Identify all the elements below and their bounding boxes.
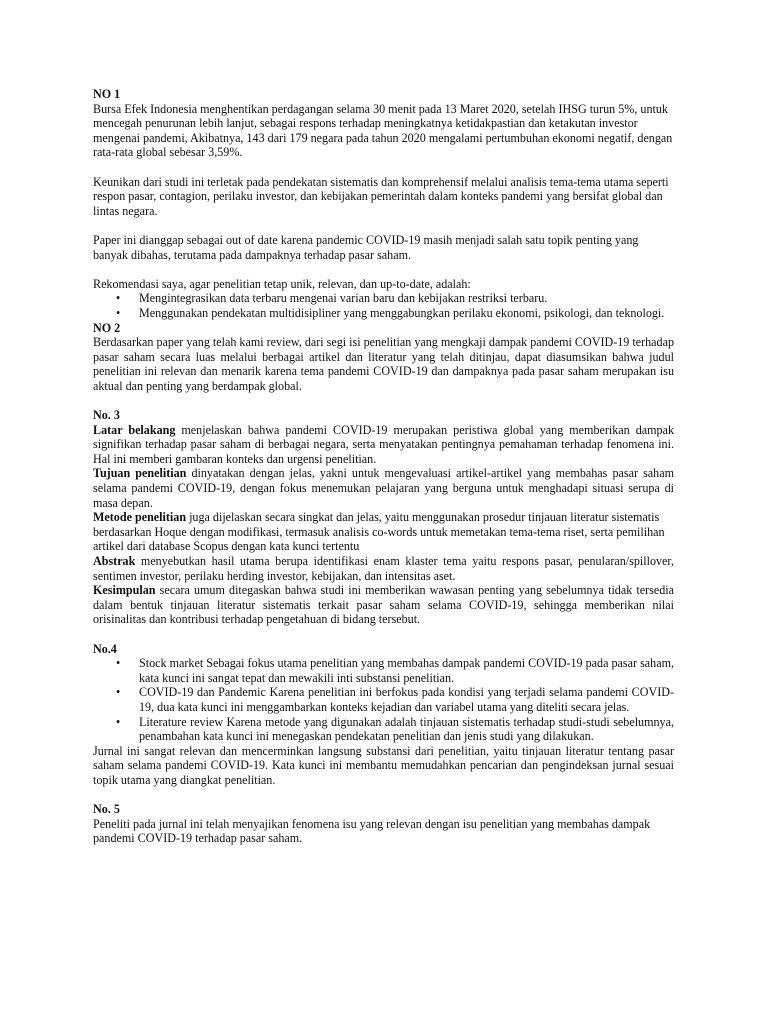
no3-latar-belakang — [93, 423, 674, 467]
spacer — [93, 160, 674, 175]
no2-paragraph-1: Berdasarkan paper yang telah kami review, dari segi isi penelitian yang mengkaji dampak pandemi COVID-19 terhadap pasar saham secara luas melalui berbagai artikel dan literatur yang telah ditinjau, dapat diasumsikan bahwa judul penelitian ini relevan dan menarik karena tema pandemi COVID-19 dan dampaknya pada pasar saham merupakan isu aktual dan penting yang berdampak global. — [93, 335, 674, 393]
list-item — [93, 291, 674, 306]
term-text: menyebutkan hasil utama berupa identifikasi enam klaster tema yaitu respons pasar, penularan/spillover, sentimen investor, perilaku herding investor, kebijakan, dan intensitas aset. — [93, 554, 674, 583]
no1-paragraph-3: Paper ini dianggap sebagai out of date karena pandemic COVID-19 masih menjadi salah satu topik penting yang banyak dibahas, terutama pada dampaknya terhadap pasar saham. — [93, 232, 639, 262]
list-item-text: COVID-19 dan Pandemic Karena penelitian ini berfokus pada kondisi yang terjadi selama pandemi COVID-19, dua kata kunci ini menggambarkan konteks kejadian dan variabel utama yang diteliti secara jelas. — [139, 685, 674, 714]
no4-bullet-list — [93, 656, 674, 744]
section-heading-no2: NO 2 — [93, 320, 121, 335]
bullet-icon: • — [116, 305, 121, 320]
section-heading-no1: NO 1 — [93, 87, 121, 101]
term-label: Kesimpulan — [93, 583, 156, 598]
list-item — [93, 656, 674, 685]
term-text: secara umum ditegaskan bahwa studi ini memberikan wawasan penting yang sebelumnya tidak tersedia dalam bentuk tinjauan literatur sistematis terkait pasar saham selama COVID-19, sehingga memberikan nilai orisinalitas dan kontribusi terhadap pengetahuan di bidang tersebut. — [93, 583, 674, 627]
spacer — [93, 627, 674, 642]
bullet-icon: • — [116, 685, 121, 700]
term-text: dinyatakan dengan jelas, yakni untuk mengevaluasi artikel-artikel yang membahas pasar saham selama pandemi COVID-19, dengan fokus menemukan pelajaran yang berguna untuk menghadapi situasi serupa di masa depan. — [93, 466, 674, 510]
term-label: Tujuan penelitian — [93, 466, 187, 481]
spacer — [93, 788, 674, 803]
no1-paragraph-2: Keunikan dari studi ini terletak pada pendekatan sistematis dan komprehensif melalui analisis tema-tema utama seperti respon pasar, contagion, perilaku investor, dan kebijakan pemerintah dalam konteks pandemi yang bersifat global dan lintas negara. — [93, 174, 669, 218]
spacer — [93, 262, 674, 277]
no5-paragraph-1: Peneliti pada jurnal ini telah menyajikan fenomena isu yang relevan dengan isu penelitian yang membahas dampak pandemi COVID-19 terhadap pasar saham. — [93, 816, 651, 846]
list-item-text: Stock market Sebagai fokus utama penelitian yang membahas dampak pandemi COVID-19 pada pasar saham, kata kunci ini sangat tepat dan mewakili inti substansi penelitian. — [139, 656, 674, 685]
no3-kesimpulan — [93, 583, 674, 627]
section-heading-no3: No. 3 — [93, 408, 120, 423]
section-heading-no4: No.4 — [93, 641, 117, 656]
no3-abstrak — [93, 554, 674, 583]
list-item-text: Literature review Karena metode yang digunakan adalah tinjauan sistematis terhadap studi-studi sebelumnya, penambahan kata kunci ini menegaskan pendekatan penelitian dan jenis studi yang dilakukan. — [139, 714, 674, 744]
term-label: Metode penelitian — [93, 510, 187, 525]
term-text: menjelaskan bahwa pandemi COVID-19 merupakan peristiwa global yang memberikan dampak signifikan terhadap pasar saham di berbagai negara, serta menyatakan pentingnya pemahaman terhadap fenomena ini. Hal ini memberi gambaran konteks dan urgensi penelitian. — [93, 422, 674, 466]
term-label: Abstrak — [93, 554, 136, 568]
no3-metode-penelitian — [93, 510, 674, 554]
list-item-text: Menggunakan pendekatan multidisipliner yang menggabungkan perilaku ekonomi, psikologi, dan teknologi. — [139, 305, 665, 320]
spacer — [93, 218, 674, 233]
bullet-icon: • — [116, 714, 121, 729]
no1-paragraph-1: Bursa Efek Indonesia menghentikan perdagangan selama 30 menit pada 13 Maret 2020, setelah IHSG turun 5%, untuk mencegah penurunan lebih lanjut, sebagai respons terhadap meningkatnya ketidakpastian dan ketakutan investor mengenai pandemi, Akibatnya, 143 dari 179 negara pada tahun 2020 mengalami pertumbuhan ekonomi negatif, dengan rata-rata global sebesar 3,59%. — [93, 101, 673, 160]
bullet-icon: • — [116, 291, 121, 306]
term-text: juga dijelaskan secara singkat dan jelas, yaitu menggunakan prosedur tinjauan literatur sistematis berdasarkan Hoque dengan modifikasi, termasuk analisis co-words untuk memetakan tema-tema riset, serta pemilihan artikel dari database Scopus dengan kata kunci tertentu — [93, 510, 665, 554]
list-item — [93, 306, 674, 321]
document-body — [93, 87, 674, 846]
spacer — [93, 393, 674, 408]
term-label: Latar belakang — [93, 422, 176, 437]
no1-bullet-list — [93, 291, 674, 320]
bullet-icon: • — [116, 656, 121, 671]
no3-tujuan-penelitian — [93, 466, 674, 510]
list-item-text: Mengintegrasikan data terbaru mengenai varian baru dan kebijakan restriksi terbaru. — [139, 291, 548, 306]
list-item — [93, 715, 674, 744]
no4-paragraph-1: Jurnal ini sangat relevan dan mencerminkan langsung substansi dari penelitian, yaitu tinjauan literatur tentang pasar saham selama pandemi COVID-19. Kata kunci ini membantu memudahkan pencarian dan pengindeksan jurnal sesuai topik utama yang diangkat penelitian. — [93, 743, 674, 787]
list-item — [93, 685, 674, 714]
section-heading-no5: No. 5 — [93, 802, 120, 817]
no1-paragraph-4: Rekomendasi saya, agar penelitian tetap unik, relevan, dan up-to-date, adalah: — [93, 276, 471, 291]
